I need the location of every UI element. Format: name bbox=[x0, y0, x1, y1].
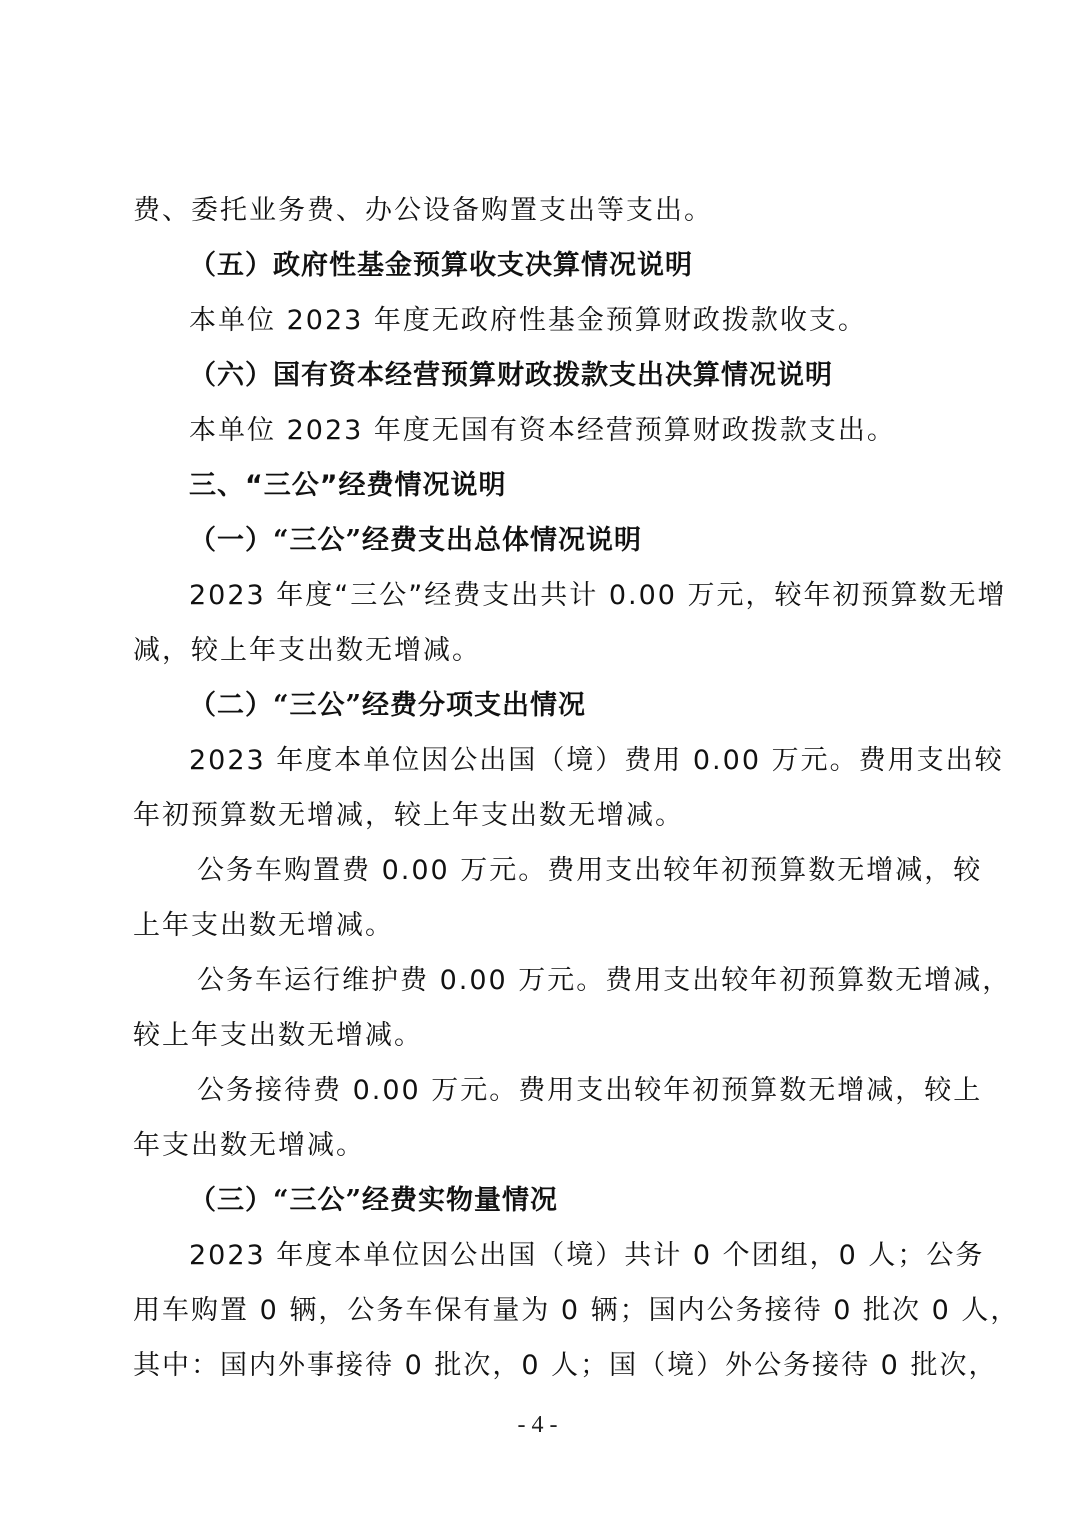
paragraph-line: 其中：国内外事接待 0 批次，0 人；国（境）外公务接待 0 批次， bbox=[133, 1350, 998, 1381]
document-body bbox=[133, 183, 1020, 1393]
section-heading: （二）“三公”经费分项支出情况 bbox=[189, 690, 587, 721]
section-heading: （一）“三公”经费支出总体情况说明 bbox=[189, 525, 643, 556]
paragraph-line: 年初预算数无增减，较上年支出数无增减。 bbox=[133, 800, 684, 831]
paragraph-line: 公务接待费 0.00 万元。费用支出较年初预算数无增减，较上 bbox=[197, 1075, 983, 1106]
paragraph-line: 本单位 2023 年度无国有资本经营预算财政拨款支出。 bbox=[189, 415, 896, 446]
paragraph-line: 2023 年度“三公”经费支出共计 0.00 万元，较年初预算数无增 bbox=[189, 580, 1007, 611]
paragraph-line: 较上年支出数无增减。 bbox=[133, 1020, 423, 1051]
paragraph-line: 2023 年度本单位因公出国（境）共计 0 个团组，0 人；公务 bbox=[189, 1240, 985, 1271]
paragraph-line: 2023 年度本单位因公出国（境）费用 0.00 万元。费用支出较 bbox=[189, 745, 1004, 776]
section-heading: （六）国有资本经营预算财政拨款支出决算情况说明 bbox=[189, 360, 833, 391]
page-number: - 4 - bbox=[517, 1412, 558, 1438]
paragraph-line: 公务车运行维护费 0.00 万元。费用支出较年初预算数无增减， bbox=[197, 965, 1012, 996]
paragraph-line: 本单位 2023 年度无政府性基金预算财政拨款收支。 bbox=[189, 305, 867, 336]
paragraph-line: 减，较上年支出数无增减。 bbox=[133, 635, 481, 666]
paragraph-line: 上年支出数无增减。 bbox=[133, 910, 394, 941]
section-heading: （五）政府性基金预算收支决算情况说明 bbox=[189, 250, 693, 281]
paragraph-line: 用车购置 0 辆，公务车保有量为 0 辆；国内公务接待 0 批次 0 人， bbox=[133, 1295, 1020, 1326]
paragraph-line: 年支出数无增减。 bbox=[133, 1130, 365, 1161]
section-heading: （三）“三公”经费实物量情况 bbox=[189, 1185, 559, 1216]
paragraph-line: 费、委托业务费、办公设备购置支出等支出。 bbox=[133, 195, 713, 226]
chapter-heading: 三、“三公”经费情况说明 bbox=[189, 470, 507, 501]
paragraph-line: 公务车购置费 0.00 万元。费用支出较年初预算数无增减，较 bbox=[197, 855, 983, 886]
